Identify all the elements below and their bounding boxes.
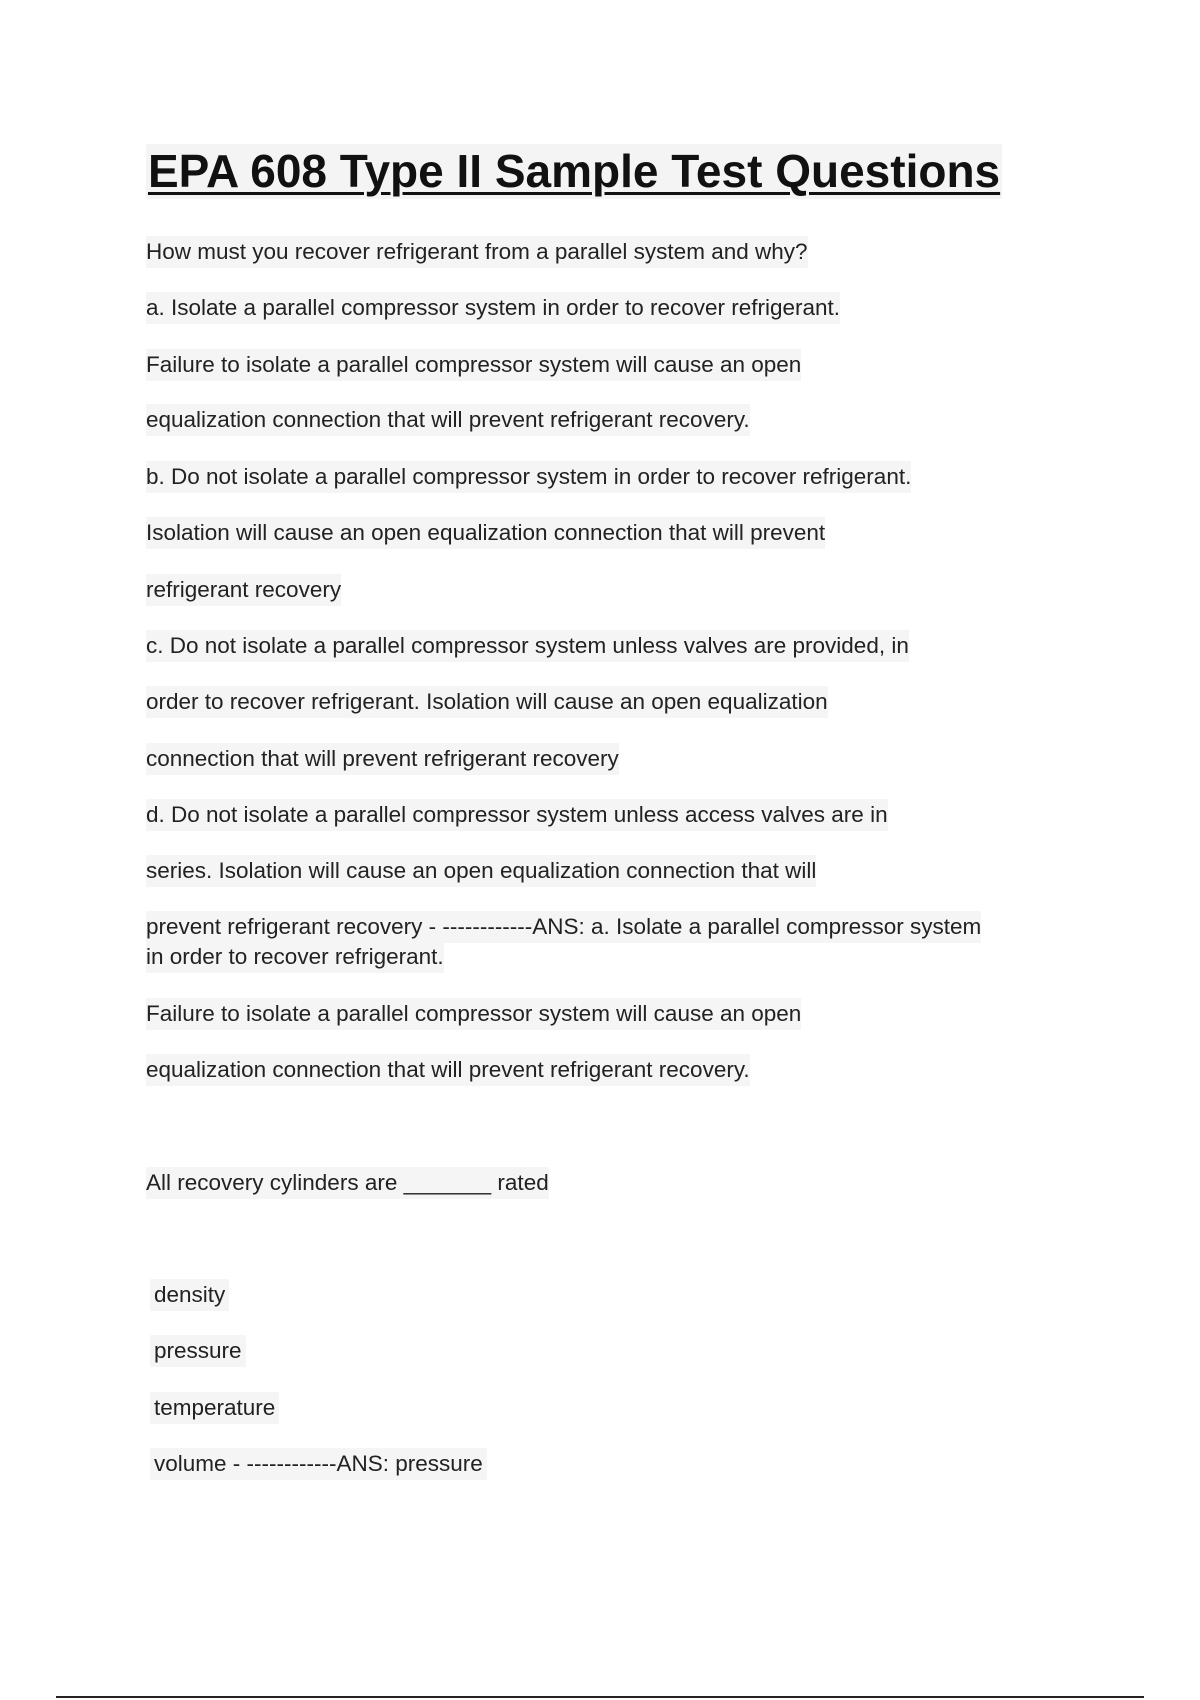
question-1-answer-line: in order to recover refrigerant. [146, 941, 444, 973]
question-1-prompt: How must you recover refrigerant from a parallel system and why? [146, 236, 808, 268]
question-1-answer-line: prevent refrigerant recovery - ------------ANS: a. Isolate a parallel compressor system [146, 911, 981, 943]
question-2-option: temperature [150, 1392, 279, 1424]
question-1-line: a. Isolate a parallel compressor system in order to recover refrigerant. [146, 292, 840, 324]
question-1-line: Failure to isolate a parallel compressor system will cause an open [146, 349, 801, 381]
document-title: EPA 608 Type II Sample Test Questions [146, 144, 1002, 199]
question-1-line: b. Do not isolate a parallel compressor system in order to recover refrigerant. [146, 461, 911, 493]
question-1-line: equalization connection that will prevent refrigerant recovery. [146, 404, 750, 436]
question-1-line: Isolation will cause an open equalization connection that will prevent [146, 517, 825, 549]
question-1-line: series. Isolation will cause an open equalization connection that will [146, 855, 816, 887]
question-1-line: refrigerant recovery [146, 574, 341, 606]
question-2-prompt: All recovery cylinders are _______ rated [146, 1167, 549, 1199]
question-1-line: order to recover refrigerant. Isolation will cause an open equalization [146, 686, 828, 718]
footer-divider [56, 1696, 1144, 1698]
question-2-option: density [150, 1279, 229, 1311]
question-1-line: Failure to isolate a parallel compressor system will cause an open [146, 998, 801, 1030]
question-1-line: equalization connection that will prevent refrigerant recovery. [146, 1054, 750, 1086]
question-2-option: pressure [150, 1335, 246, 1367]
question-2-answer: volume - ------------ANS: pressure [150, 1448, 487, 1480]
question-1-line: connection that will prevent refrigerant recovery [146, 743, 619, 775]
question-1-line: d. Do not isolate a parallel compressor system unless access valves are in [146, 799, 888, 831]
question-1-line: c. Do not isolate a parallel compressor system unless valves are provided, in [146, 630, 909, 662]
